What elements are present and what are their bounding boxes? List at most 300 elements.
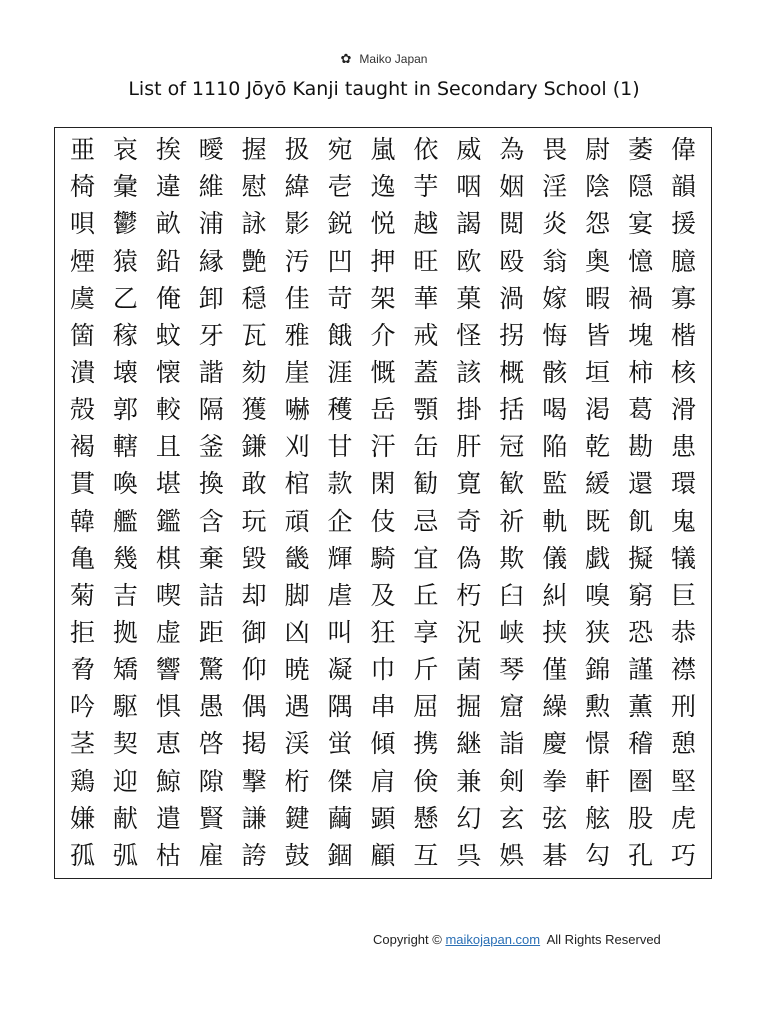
kanji-cell: 卸 xyxy=(198,283,224,313)
kanji-cell: 戒 xyxy=(413,320,439,350)
kanji-cell: 諧 xyxy=(198,357,224,387)
kanji-cell: 碁 xyxy=(542,840,568,870)
kanji-cell: 含 xyxy=(198,506,224,536)
kanji-cell: 鼓 xyxy=(284,840,310,870)
kanji-cell: 脅 xyxy=(69,655,95,685)
kanji-cell: 鬱 xyxy=(112,209,138,239)
kanji-cell: 串 xyxy=(370,692,396,722)
kanji-cell: 幻 xyxy=(456,803,482,833)
kanji-cell: 懐 xyxy=(155,357,181,387)
kanji-cell: 違 xyxy=(155,172,181,202)
kanji-cell: 狭 xyxy=(585,618,611,648)
kanji-cell: 押 xyxy=(370,246,396,276)
kanji-cell: 堪 xyxy=(155,469,181,499)
kanji-cell: 弦 xyxy=(542,803,568,833)
kanji-cell: 苛 xyxy=(327,283,353,313)
kanji-cell: 弧 xyxy=(112,840,138,870)
kanji-cell: 欺 xyxy=(499,543,525,573)
kanji-cell: 叫 xyxy=(327,618,353,648)
kanji-cell: 挨 xyxy=(155,135,181,165)
kanji-cell: 恭 xyxy=(671,618,697,648)
kanji-cell: 壊 xyxy=(112,357,138,387)
kanji-cell: 勲 xyxy=(585,692,611,722)
kanji-cell: 虐 xyxy=(327,580,353,610)
kanji-cell: 歓 xyxy=(499,469,525,499)
kanji-cell: 喚 xyxy=(112,469,138,499)
kanji-cell: 殴 xyxy=(499,246,525,276)
kanji-cell: 巧 xyxy=(671,840,697,870)
kanji-cell: 箇 xyxy=(69,320,95,350)
kanji-cell: 脚 xyxy=(284,580,310,610)
kanji-cell: 娯 xyxy=(499,840,525,870)
kanji-cell: 犠 xyxy=(671,543,697,573)
kanji-cell: 互 xyxy=(413,840,439,870)
kanji-cell: 鯨 xyxy=(155,766,181,796)
kanji-cell: 越 xyxy=(413,209,439,239)
kanji-cell: 冠 xyxy=(499,432,525,462)
kanji-cell: 鉛 xyxy=(155,246,181,276)
kanji-cell: 畏 xyxy=(542,135,568,165)
kanji-cell: 鑑 xyxy=(155,506,181,536)
kanji-cell: 款 xyxy=(327,469,353,499)
kanji-cell: 該 xyxy=(456,357,482,387)
kanji-cell: 棺 xyxy=(284,469,310,499)
kanji-cell: 蚊 xyxy=(155,320,181,350)
kanji-cell: 憶 xyxy=(628,246,654,276)
kanji-cell: 懸 xyxy=(413,803,439,833)
kanji-cell: 遇 xyxy=(284,692,310,722)
kanji-cell: 皆 xyxy=(585,320,611,350)
kanji-cell: 玄 xyxy=(499,803,525,833)
kanji-cell: 兼 xyxy=(456,766,482,796)
kanji-cell: 謙 xyxy=(241,803,267,833)
kanji-cell: 掘 xyxy=(456,692,482,722)
kanji-cell: 偽 xyxy=(456,543,482,573)
kanji-cell: 愚 xyxy=(198,692,224,722)
kanji-cell: 契 xyxy=(112,729,138,759)
kanji-cell: 鶏 xyxy=(69,766,95,796)
kanji-cell: 暇 xyxy=(585,283,611,313)
kanji-cell: 献 xyxy=(112,803,138,833)
kanji-cell: 却 xyxy=(241,580,267,610)
kanji-cell: 宛 xyxy=(327,135,353,165)
kanji-cell: 怨 xyxy=(585,209,611,239)
kanji-cell: 虎 xyxy=(671,803,697,833)
kanji-cell: 稽 xyxy=(628,729,654,759)
kanji-cell: 穫 xyxy=(327,395,353,425)
kanji-cell: 孤 xyxy=(69,840,95,870)
kanji-cell: 瓦 xyxy=(241,320,267,350)
kanji-cell: 挟 xyxy=(542,618,568,648)
kanji-cell: 壱 xyxy=(327,172,353,202)
footer xyxy=(373,932,661,947)
kanji-cell: 寛 xyxy=(456,469,482,499)
kanji-cell: 韻 xyxy=(671,172,697,202)
kanji-cell: 賢 xyxy=(198,803,224,833)
website-link[interactable]: maikojapan.com xyxy=(445,932,541,947)
kanji-cell: 憬 xyxy=(585,729,611,759)
kanji-cell: 拐 xyxy=(499,320,525,350)
kanji-cell: 滑 xyxy=(671,395,697,425)
kanji-cell: 翁 xyxy=(542,246,568,276)
kanji-cell: 陰 xyxy=(585,172,611,202)
kanji-cell: 啓 xyxy=(198,729,224,759)
kanji-cell: 核 xyxy=(671,357,697,387)
kanji-cell: 較 xyxy=(155,395,181,425)
kanji-cell: 剣 xyxy=(499,766,525,796)
rights-text: All Rights Reserved xyxy=(546,932,661,947)
kanji-cell: 巨 xyxy=(671,580,697,610)
kanji-cell: 慶 xyxy=(542,729,568,759)
kanji-cell: 幾 xyxy=(112,543,138,573)
flower-icon: ✿ xyxy=(340,51,352,66)
kanji-cell: 擬 xyxy=(628,543,654,573)
kanji-cell: 郭 xyxy=(112,395,138,425)
kanji-cell: 餓 xyxy=(327,320,353,350)
kanji-cell: 括 xyxy=(499,395,525,425)
kanji-cell: 蛍 xyxy=(327,729,353,759)
kanji-cell: 虚 xyxy=(155,618,181,648)
kanji-cell: 顎 xyxy=(413,395,439,425)
kanji-cell: 臼 xyxy=(499,580,525,610)
kanji-cell: 恵 xyxy=(155,729,181,759)
kanji-cell: 渓 xyxy=(284,729,310,759)
kanji-cell: 凹 xyxy=(327,246,353,276)
kanji-cell: 恐 xyxy=(628,618,654,648)
kanji-cell: 渦 xyxy=(499,283,525,313)
kanji-cell: 遣 xyxy=(155,803,181,833)
kanji-cell: 崖 xyxy=(284,357,310,387)
kanji-cell: 玩 xyxy=(241,506,267,536)
kanji-cell: 矯 xyxy=(112,655,138,685)
kanji-cell: 堅 xyxy=(671,766,697,796)
kanji-cell: 詰 xyxy=(198,580,224,610)
kanji-cell: 鬼 xyxy=(671,506,697,536)
kanji-cell: 概 xyxy=(499,357,525,387)
kanji-cell: 頑 xyxy=(284,506,310,536)
kanji-cell: 監 xyxy=(542,469,568,499)
kanji-cell: 曖 xyxy=(198,135,224,165)
kanji-cell: 敢 xyxy=(241,469,267,499)
kanji-cell: 倹 xyxy=(413,766,439,796)
kanji-cell: 丘 xyxy=(413,580,439,610)
kanji-cell: 猿 xyxy=(112,246,138,276)
brand-header xyxy=(0,50,768,68)
kanji-cell: 欧 xyxy=(456,246,482,276)
kanji-cell: 悔 xyxy=(542,320,568,350)
kanji-cell: 偉 xyxy=(671,135,697,165)
kanji-cell: 勧 xyxy=(413,469,439,499)
kanji-cell: 詠 xyxy=(241,209,267,239)
kanji-cell: 凝 xyxy=(327,655,353,685)
kanji-cell: 継 xyxy=(456,729,482,759)
kanji-cell: 艦 xyxy=(112,506,138,536)
kanji-cell: 嫌 xyxy=(69,803,95,833)
kanji-cell: 畿 xyxy=(284,543,310,573)
kanji-cell: 顧 xyxy=(370,840,396,870)
kanji-cell: 亀 xyxy=(69,543,95,573)
kanji-cell: 嫁 xyxy=(542,283,568,313)
kanji-cell: 刑 xyxy=(671,692,697,722)
kanji-cell: 謁 xyxy=(456,209,482,239)
kanji-cell: 骸 xyxy=(542,357,568,387)
copyright-text: Copyright © xyxy=(373,932,442,947)
kanji-cell: 拠 xyxy=(112,618,138,648)
kanji-cell: 咽 xyxy=(456,172,482,202)
kanji-cell: 芋 xyxy=(413,172,439,202)
kanji-cell: 孔 xyxy=(628,840,654,870)
kanji-cell: 隙 xyxy=(198,766,224,796)
kanji-cell: 奇 xyxy=(456,506,482,536)
kanji-table xyxy=(54,127,712,879)
kanji-cell: 享 xyxy=(413,618,439,648)
brand-name: Maiko Japan xyxy=(359,52,428,66)
kanji-cell: 閑 xyxy=(370,469,396,499)
kanji-cell: 惧 xyxy=(155,692,181,722)
kanji-cell: 閲 xyxy=(499,209,525,239)
kanji-cell: 飢 xyxy=(628,506,654,536)
kanji-cell: 騎 xyxy=(370,543,396,573)
kanji-cell: 換 xyxy=(198,469,224,499)
kanji-cell: 圏 xyxy=(628,766,654,796)
kanji-cell: 軒 xyxy=(585,766,611,796)
kanji-cell: 薫 xyxy=(628,692,654,722)
kanji-cell: 屈 xyxy=(413,692,439,722)
kanji-cell: 椅 xyxy=(69,172,95,202)
kanji-cell: 吟 xyxy=(69,692,95,722)
kanji-cell: 勾 xyxy=(585,840,611,870)
kanji-cell: 臆 xyxy=(671,246,697,276)
kanji-cell: 棋 xyxy=(155,543,181,573)
kanji-cell: 菊 xyxy=(69,580,95,610)
kanji-cell: 慰 xyxy=(241,172,267,202)
kanji-cell: 撃 xyxy=(241,766,267,796)
kanji-cell: 謹 xyxy=(628,655,654,685)
kanji-cell: 顕 xyxy=(370,803,396,833)
kanji-cell: 貫 xyxy=(69,469,95,499)
kanji-cell: 琴 xyxy=(499,655,525,685)
kanji-cell: 寡 xyxy=(671,283,697,313)
kanji-cell: 嵐 xyxy=(370,135,396,165)
kanji-cell: 軌 xyxy=(542,506,568,536)
kanji-cell: 棄 xyxy=(198,543,224,573)
kanji-cell: 宜 xyxy=(413,543,439,573)
kanji-cell: 驚 xyxy=(198,655,224,685)
kanji-cell: 淫 xyxy=(542,172,568,202)
kanji-cell: 僅 xyxy=(542,655,568,685)
kanji-cell: 鋭 xyxy=(327,209,353,239)
kanji-cell: 繰 xyxy=(542,692,568,722)
kanji-cell: 呉 xyxy=(456,840,482,870)
kanji-cell: 岳 xyxy=(370,395,396,425)
kanji-cell: 舷 xyxy=(585,803,611,833)
kanji-cell: 嚇 xyxy=(284,395,310,425)
kanji-cell: 汚 xyxy=(284,246,310,276)
kanji-cell: 傑 xyxy=(327,766,353,796)
kanji-cell: 褐 xyxy=(69,432,95,462)
kanji-cell: 戯 xyxy=(585,543,611,573)
kanji-cell: 環 xyxy=(671,469,697,499)
kanji-cell: 暁 xyxy=(284,655,310,685)
kanji-cell: 釜 xyxy=(198,432,224,462)
kanji-cell: 御 xyxy=(241,618,267,648)
kanji-cell: 況 xyxy=(456,618,482,648)
kanji-cell: 且 xyxy=(155,432,181,462)
kanji-cell: 炎 xyxy=(542,209,568,239)
kanji-cell: 威 xyxy=(456,135,482,165)
kanji-cell: 依 xyxy=(413,135,439,165)
kanji-cell: 隅 xyxy=(327,692,353,722)
kanji-cell: 斤 xyxy=(413,655,439,685)
kanji-cell: 哀 xyxy=(112,135,138,165)
kanji-cell: 儀 xyxy=(542,543,568,573)
kanji-cell: 喝 xyxy=(542,395,568,425)
kanji-cell: 握 xyxy=(241,135,267,165)
kanji-cell: 煙 xyxy=(69,246,95,276)
kanji-cell: 旺 xyxy=(413,246,439,276)
kanji-cell: 掲 xyxy=(241,729,267,759)
kanji-cell: 殻 xyxy=(69,395,95,425)
kanji-cell: 距 xyxy=(198,618,224,648)
kanji-cell: 楷 xyxy=(671,320,697,350)
kanji-cell: 窮 xyxy=(628,580,654,610)
kanji-cell: 携 xyxy=(413,729,439,759)
kanji-cell: 股 xyxy=(628,803,654,833)
kanji-cell: 窟 xyxy=(499,692,525,722)
kanji-cell: 畝 xyxy=(155,209,181,239)
kanji-cell: 浦 xyxy=(198,209,224,239)
kanji-cell: 枯 xyxy=(155,840,181,870)
kanji-cell: 糾 xyxy=(542,580,568,610)
kanji-cell: 禍 xyxy=(628,283,654,313)
kanji-cell: 傾 xyxy=(370,729,396,759)
kanji-cell: 喫 xyxy=(155,580,181,610)
kanji-cell: 菓 xyxy=(456,283,482,313)
kanji-cell: 宴 xyxy=(628,209,654,239)
kanji-cell: 巾 xyxy=(370,655,396,685)
kanji-cell: 肝 xyxy=(456,432,482,462)
kanji-cell: 偶 xyxy=(241,692,267,722)
kanji-cell: 肩 xyxy=(370,766,396,796)
kanji-cell: 茎 xyxy=(69,729,95,759)
kanji-cell: 韓 xyxy=(69,506,95,536)
kanji-cell: 拳 xyxy=(542,766,568,796)
kanji-cell: 駆 xyxy=(112,692,138,722)
kanji-cell: 奥 xyxy=(585,246,611,276)
kanji-cell: 俺 xyxy=(155,283,181,313)
kanji-cell: 及 xyxy=(370,580,396,610)
kanji-cell: 陥 xyxy=(542,432,568,462)
kanji-cell: 峡 xyxy=(499,618,525,648)
kanji-cell: 還 xyxy=(628,469,654,499)
kanji-cell: 乾 xyxy=(585,432,611,462)
kanji-cell: 隔 xyxy=(198,395,224,425)
kanji-cell: 缶 xyxy=(413,432,439,462)
kanji-cell: 誇 xyxy=(241,840,267,870)
kanji-cell: 逸 xyxy=(370,172,396,202)
kanji-cell: 吉 xyxy=(112,580,138,610)
kanji-cell: 慨 xyxy=(370,357,396,387)
kanji-cell: 柿 xyxy=(628,357,654,387)
kanji-cell: 襟 xyxy=(671,655,697,685)
kanji-cell: 彙 xyxy=(112,172,138,202)
kanji-cell: 渇 xyxy=(585,395,611,425)
kanji-cell: 錮 xyxy=(327,840,353,870)
kanji-cell: 轄 xyxy=(112,432,138,462)
kanji-cell: 潰 xyxy=(69,357,95,387)
kanji-cell: 葛 xyxy=(628,395,654,425)
kanji-cell: 汗 xyxy=(370,432,396,462)
kanji-cell: 掛 xyxy=(456,395,482,425)
kanji-cell: 垣 xyxy=(585,357,611,387)
kanji-cell: 獲 xyxy=(241,395,267,425)
kanji-cell: 架 xyxy=(370,283,396,313)
kanji-cell: 詣 xyxy=(499,729,525,759)
kanji-cell: 憩 xyxy=(671,729,697,759)
kanji-cell: 怪 xyxy=(456,320,482,350)
kanji-cell: 縁 xyxy=(198,246,224,276)
kanji-cell: 仰 xyxy=(241,655,267,685)
kanji-cell: 影 xyxy=(284,209,310,239)
kanji-cell: 萎 xyxy=(628,135,654,165)
kanji-cell: 蓋 xyxy=(413,357,439,387)
kanji-cell: 雇 xyxy=(198,840,224,870)
kanji-cell: 姻 xyxy=(499,172,525,202)
kanji-cell: 桁 xyxy=(284,766,310,796)
kanji-cell: 迎 xyxy=(112,766,138,796)
page-title: List of 1110 Jōyō Kanji taught in Secondary School (1) xyxy=(128,78,640,100)
kanji-cell: 勘 xyxy=(628,432,654,462)
kanji-cell: 錦 xyxy=(585,655,611,685)
kanji-cell: 緯 xyxy=(284,172,310,202)
kanji-cell: 尉 xyxy=(585,135,611,165)
kanji-cell: 刈 xyxy=(284,432,310,462)
kanji-cell: 援 xyxy=(671,209,697,239)
kanji-cell: 華 xyxy=(413,283,439,313)
kanji-cell: 企 xyxy=(327,506,353,536)
kanji-cell: 響 xyxy=(155,655,181,685)
kanji-cell: 狂 xyxy=(370,618,396,648)
kanji-cell: 雅 xyxy=(284,320,310,350)
kanji-cell: 朽 xyxy=(456,580,482,610)
kanji-cell: 虞 xyxy=(69,283,95,313)
kanji-cell: 穏 xyxy=(241,283,267,313)
kanji-cell: 既 xyxy=(585,506,611,536)
kanji-cell: 緩 xyxy=(585,469,611,499)
kanji-cell: 劾 xyxy=(241,357,267,387)
kanji-cell: 唄 xyxy=(69,209,95,239)
kanji-cell: 鍵 xyxy=(284,803,310,833)
kanji-cell: 亜 xyxy=(69,135,95,165)
kanji-cell: 悦 xyxy=(370,209,396,239)
kanji-cell: 維 xyxy=(198,172,224,202)
kanji-cell: 輝 xyxy=(327,543,353,573)
kanji-cell: 扱 xyxy=(284,135,310,165)
kanji-cell: 繭 xyxy=(327,803,353,833)
kanji-cell: 嗅 xyxy=(585,580,611,610)
kanji-cell: 毀 xyxy=(241,543,267,573)
kanji-cell: 牙 xyxy=(198,320,224,350)
kanji-cell: 菌 xyxy=(456,655,482,685)
kanji-cell: 伎 xyxy=(370,506,396,536)
kanji-cell: 鎌 xyxy=(241,432,267,462)
kanji-cell: 祈 xyxy=(499,506,525,536)
kanji-cell: 介 xyxy=(370,320,396,350)
kanji-cell: 忌 xyxy=(413,506,439,536)
kanji-cell: 凶 xyxy=(284,618,310,648)
kanji-cell: 塊 xyxy=(628,320,654,350)
kanji-cell: 乙 xyxy=(112,283,138,313)
